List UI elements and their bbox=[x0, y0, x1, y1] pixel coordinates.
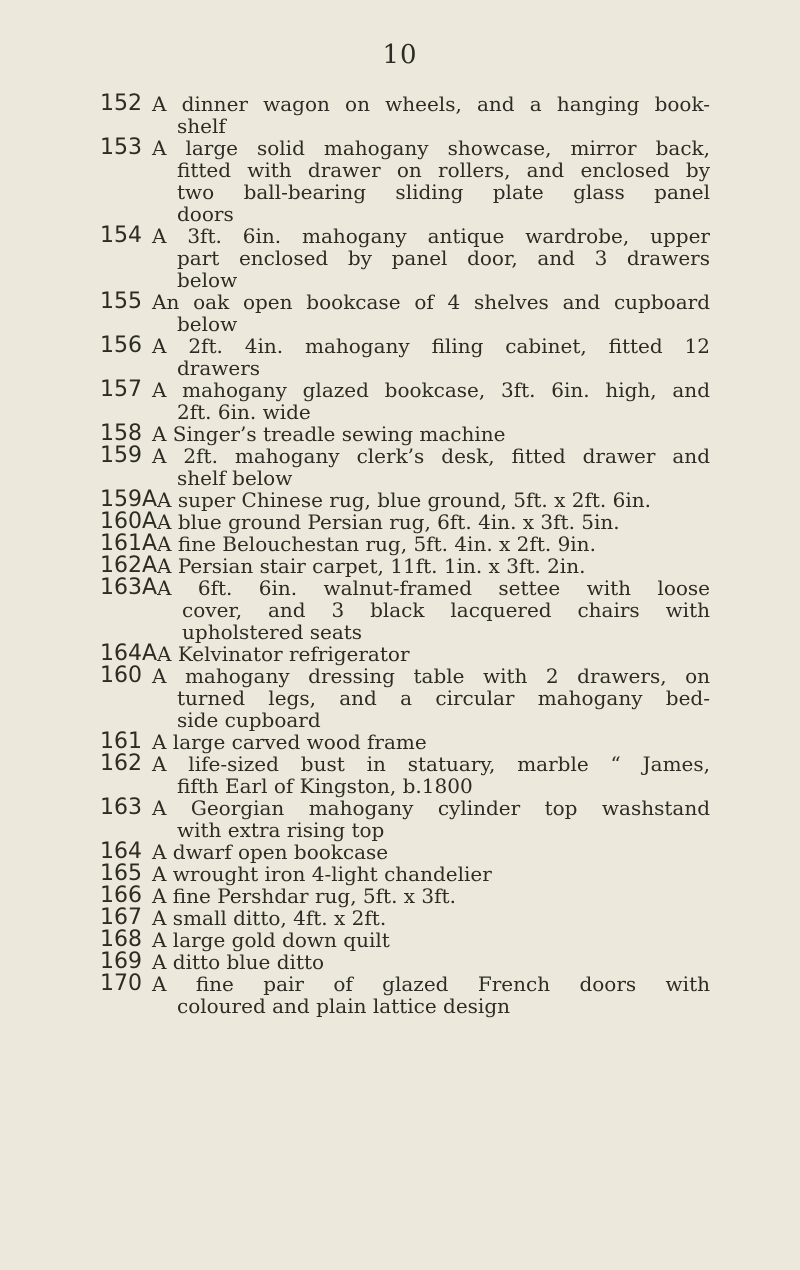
lot-item bbox=[100, 577, 710, 643]
lot-item bbox=[100, 225, 710, 291]
lot-list bbox=[100, 93, 710, 1017]
lot-description-line: drawers bbox=[177, 356, 261, 380]
lot-description bbox=[157, 533, 710, 555]
lot-number: 162A bbox=[100, 553, 158, 578]
lot-number: 160 bbox=[100, 663, 142, 688]
lot-item bbox=[100, 973, 710, 1017]
lot-description-line: A 3ft. 6in. mahogany antique wardrobe, upper bbox=[152, 224, 710, 248]
lot-item bbox=[100, 643, 710, 665]
lot-item bbox=[100, 291, 710, 335]
lot-description-line: cover, and 3 black lacquered chairs with bbox=[182, 598, 710, 622]
lot-item bbox=[100, 863, 710, 885]
lot-description-line: An oak open bookcase of 4 shelves and cupboard bbox=[152, 290, 710, 314]
lot-number: 169 bbox=[100, 949, 142, 974]
lot-description bbox=[152, 753, 710, 797]
lot-description bbox=[152, 797, 710, 841]
lot-description bbox=[152, 93, 710, 137]
lot-number: 168 bbox=[100, 927, 142, 952]
lot-item bbox=[100, 379, 710, 423]
lot-description-line: A life-sized bust in statuary, marble “ James, bbox=[152, 752, 710, 776]
lot-description bbox=[157, 577, 710, 643]
lot-number: 165 bbox=[100, 861, 142, 886]
lot-item bbox=[100, 841, 710, 863]
lot-number: 158 bbox=[100, 421, 142, 446]
lot-description bbox=[152, 951, 710, 973]
lot-number: 163 bbox=[100, 795, 142, 820]
lot-number: 156 bbox=[100, 333, 142, 358]
lot-description bbox=[152, 445, 710, 489]
lot-description-line: A dinner wagon on wheels, and a hanging book- bbox=[152, 92, 710, 116]
lot-description bbox=[152, 665, 710, 731]
lot-description-line: A fine pair of glazed French doors with bbox=[152, 972, 710, 996]
lot-number: 170 bbox=[100, 971, 142, 996]
lot-description-line: doors bbox=[177, 202, 234, 226]
lot-number: 159 bbox=[100, 443, 142, 468]
lot-description-line: A large gold down quilt bbox=[152, 928, 390, 952]
lot-description-line: with extra rising top bbox=[177, 818, 385, 842]
lot-number: 159A bbox=[100, 487, 158, 512]
lot-description-line: two ball-bearing sliding plate glass panel bbox=[177, 180, 710, 204]
lot-item bbox=[100, 907, 710, 929]
lot-item bbox=[100, 797, 710, 841]
lot-number: 163A bbox=[100, 575, 158, 600]
lot-description-line: A small ditto, 4ft. x 2ft. bbox=[152, 906, 387, 930]
lot-description bbox=[157, 511, 710, 533]
lot-description-line: upholstered seats bbox=[182, 620, 363, 644]
lot-description bbox=[157, 489, 710, 511]
lot-description-line: side cupboard bbox=[177, 708, 321, 732]
lot-description-line: shelf below bbox=[177, 466, 293, 490]
lot-item bbox=[100, 93, 710, 137]
lot-description-line: A Kelvinator refrigerator bbox=[157, 642, 410, 666]
lot-description-line: A blue ground Persian rug, 6ft. 4in. x 3ft. 5in. bbox=[157, 510, 620, 534]
lot-item bbox=[100, 445, 710, 489]
lot-description bbox=[152, 929, 710, 951]
lot-number: 162 bbox=[100, 751, 142, 776]
lot-number: 157 bbox=[100, 377, 142, 402]
lot-description-line: A 2ft. 4in. mahogany filing cabinet, fitted 12 bbox=[152, 334, 710, 358]
lot-description bbox=[152, 335, 710, 379]
lot-description-line: below bbox=[177, 268, 238, 292]
lot-description bbox=[152, 973, 710, 1017]
lot-number: 155 bbox=[100, 289, 142, 314]
lot-item bbox=[100, 555, 710, 577]
lot-description-line: A mahogany glazed bookcase, 3ft. 6in. high, and bbox=[152, 378, 710, 402]
lot-description-line: fitted with drawer on rollers, and enclosed by bbox=[177, 158, 710, 182]
lot-item bbox=[100, 753, 710, 797]
lot-description-line: A wrought iron 4-light chandelier bbox=[152, 862, 492, 886]
lot-description bbox=[152, 885, 710, 907]
lot-description-line: A super Chinese rug, blue ground, 5ft. x 2ft. 6in. bbox=[157, 488, 651, 512]
lot-description-line: part enclosed by panel door, and 3 drawers bbox=[177, 246, 710, 270]
lot-description bbox=[152, 379, 710, 423]
lot-number: 164A bbox=[100, 641, 158, 666]
lot-number: 161A bbox=[100, 531, 158, 556]
lot-description-line: A Persian stair carpet, 11ft. 1in. x 3ft. 2in. bbox=[157, 554, 586, 578]
lot-description bbox=[152, 137, 710, 225]
lot-description bbox=[152, 225, 710, 291]
lot-item bbox=[100, 533, 710, 555]
lot-item bbox=[100, 511, 710, 533]
lot-description-line: A Singer’s treadle sewing machine bbox=[152, 422, 506, 446]
lot-item bbox=[100, 885, 710, 907]
lot-description-line: shelf bbox=[177, 114, 226, 138]
lot-item bbox=[100, 951, 710, 973]
lot-description-line: A 6ft. 6in. walnut-framed settee with loose bbox=[157, 576, 710, 600]
lot-description bbox=[152, 863, 710, 885]
lot-number: 153 bbox=[100, 135, 142, 160]
lot-description-line: turned legs, and a circular mahogany bed- bbox=[177, 686, 710, 710]
lot-description-line: coloured and plain lattice design bbox=[177, 994, 511, 1018]
lot-description bbox=[152, 907, 710, 929]
lot-description-line: below bbox=[177, 312, 238, 336]
lot-item bbox=[100, 423, 710, 445]
lot-item bbox=[100, 335, 710, 379]
lot-number: 152 bbox=[100, 91, 142, 116]
lot-description-line: A large carved wood frame bbox=[152, 730, 427, 754]
page-number: 10 bbox=[382, 40, 418, 70]
lot-description-line: A large solid mahogany showcase, mirror back, bbox=[152, 136, 710, 160]
lot-description bbox=[152, 841, 710, 863]
lot-number: 166 bbox=[100, 883, 142, 908]
lot-item bbox=[100, 929, 710, 951]
lot-number: 164 bbox=[100, 839, 142, 864]
lot-description-line: A mahogany dressing table with 2 drawers, on bbox=[152, 664, 710, 688]
lot-number: 154 bbox=[100, 223, 142, 248]
lot-description bbox=[152, 731, 710, 753]
lot-description-line: A fine Pershdar rug, 5ft. x 3ft. bbox=[152, 884, 456, 908]
lot-item bbox=[100, 731, 710, 753]
lot-number: 167 bbox=[100, 905, 142, 930]
lot-description bbox=[152, 423, 710, 445]
lot-number: 160A bbox=[100, 509, 158, 534]
lot-item bbox=[100, 489, 710, 511]
lot-description-line: A ditto blue ditto bbox=[152, 950, 325, 974]
lot-description-line: A 2ft. mahogany clerk’s desk, fitted drawer and bbox=[152, 444, 710, 468]
lot-item bbox=[100, 137, 710, 225]
lot-description-line: A dwarf open bookcase bbox=[152, 840, 389, 864]
lot-description bbox=[157, 555, 710, 577]
lot-description bbox=[157, 643, 710, 665]
lot-description-line: fifth Earl of Kingston, b.1800 bbox=[177, 774, 473, 798]
lot-description-line: 2ft. 6in. wide bbox=[177, 400, 311, 424]
lot-description bbox=[152, 291, 710, 335]
lot-description-line: A Georgian mahogany cylinder top washstand bbox=[152, 796, 710, 820]
lot-description-line: A fine Belouchestan rug, 5ft. 4in. x 2ft. 9in. bbox=[157, 532, 596, 556]
lot-item bbox=[100, 665, 710, 731]
lot-number: 161 bbox=[100, 729, 142, 754]
